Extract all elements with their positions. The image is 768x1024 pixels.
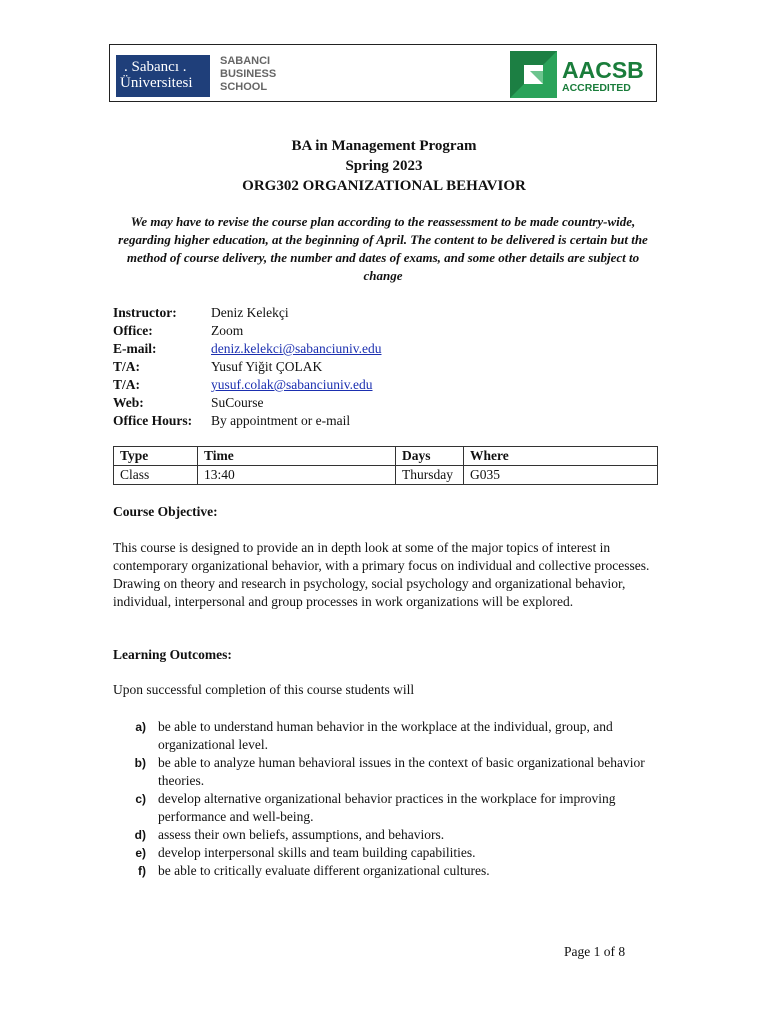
info-row-office-hours — [113, 412, 382, 430]
list-marker: e) — [135, 846, 146, 860]
info-label: Instructor: — [113, 305, 177, 320]
aacsb-mark-icon — [510, 51, 557, 98]
info-label: Office: — [113, 323, 153, 338]
program-title: BA in Management Program — [291, 138, 477, 154]
list-item — [113, 790, 658, 826]
page-number: Page 1 of 8 — [564, 944, 626, 959]
learning-outcomes-heading: Learning Outcomes: — [113, 647, 232, 662]
table-cell: 13:40 — [198, 466, 396, 485]
list-marker: c) — [135, 792, 146, 806]
aacsb-accredited-logo — [510, 51, 652, 98]
table-row — [114, 466, 658, 485]
list-marker: d) — [134, 828, 146, 842]
business-school-logo-text — [220, 55, 300, 94]
info-label: Office Hours: — [113, 413, 193, 428]
aacsb-name: AACSB — [562, 57, 644, 83]
sabanci-university-logo — [116, 55, 210, 97]
school-text-line: SCHOOL — [220, 81, 268, 93]
list-item — [113, 754, 658, 790]
table-header-cell: Days — [396, 447, 464, 466]
table-header-row — [114, 447, 658, 466]
school-text-line: BUSINESS — [220, 68, 277, 80]
aacsb-accredited-label: ACCREDITED — [562, 82, 631, 94]
info-row-web — [113, 394, 382, 412]
instructor-email-link[interactable]: deniz.kelekci@sabanciuniv.edu — [211, 341, 382, 356]
table-header-cell: Type — [114, 447, 198, 466]
list-item — [113, 862, 658, 880]
info-row-instructor — [113, 304, 382, 322]
list-item-text: be able to analyze human behavioral issues in the context of basic organizational behavior theories. — [158, 755, 645, 788]
list-marker: f) — [138, 864, 146, 878]
info-label: E-mail: — [113, 341, 157, 356]
course-title: ORG302 ORGANIZATIONAL BEHAVIOR — [242, 178, 526, 194]
list-item-text: be able to critically evaluate different organizational cultures. — [158, 863, 490, 878]
learning-outcomes-list — [113, 718, 658, 880]
info-label: Web: — [113, 395, 144, 410]
instructor-name: Deniz Kelekçi — [211, 305, 289, 320]
table-header-cell: Where — [464, 447, 658, 466]
list-item — [113, 844, 658, 862]
list-item-text: develop interpersonal skills and team building capabilities. — [158, 845, 476, 860]
university-logo-line1: . Sabancı . — [124, 59, 187, 75]
learning-outcomes-intro: Upon successful completion of this course students will — [113, 682, 415, 697]
list-item — [113, 826, 658, 844]
course-objective-text: This course is designed to provide an in depth look at some of the major topics of interest in contemporary organizational behavior, with a primary focus on individual and collective processes. Drawing on theory and research in psychology, social psychology and organizational behavior, individual, interpersonal and group processes in work organizations will be explored. — [113, 540, 650, 609]
list-item-text: be able to understand human behavior in the workplace at the individual, group, and organizational level. — [158, 719, 613, 752]
class-schedule-table — [113, 446, 658, 485]
header-logos-box — [109, 44, 657, 102]
term-title: Spring 2023 — [345, 158, 423, 174]
info-label: T/A: — [113, 359, 140, 374]
course-title-block — [0, 136, 768, 196]
info-row-office — [113, 322, 382, 340]
table-cell: G035 — [464, 466, 658, 485]
school-text-line: SABANCI — [220, 55, 271, 67]
list-item — [113, 718, 658, 754]
table-header-cell: Time — [198, 447, 396, 466]
info-label: T/A: — [113, 377, 140, 392]
list-item-text: assess their own beliefs, assumptions, and behaviors. — [158, 827, 445, 842]
ta-email-link[interactable]: yusuf.colak@sabanciuniv.edu — [211, 377, 373, 392]
revision-notice: We may have to revise the course plan according to the reassessment to be made country-wide, regarding higher education, at the beginning of April. The content to be delivered is certain but the method of course delivery, the number and dates of exams, and some other details are subject to change — [118, 214, 648, 283]
info-row-email — [113, 340, 382, 358]
list-marker: b) — [134, 756, 146, 770]
table-cell: Thursday — [396, 466, 464, 485]
ta-name: Yusuf Yiğit ÇOLAK — [211, 359, 323, 374]
instructor-info — [113, 304, 382, 430]
info-row-ta — [113, 358, 382, 376]
table-cell: Class — [114, 466, 198, 485]
web-value: SuCourse — [211, 395, 264, 410]
office-hours-value: By appointment or e-mail — [211, 413, 351, 428]
course-objective-heading: Course Objective: — [113, 504, 218, 519]
office-value: Zoom — [211, 323, 244, 338]
list-item-text: develop alternative organizational behavior practices in the workplace for improving performance and well-being. — [158, 791, 616, 824]
info-row-ta-email — [113, 376, 382, 394]
list-marker: a) — [135, 720, 146, 734]
university-logo-line2: Üniversitesi — [120, 75, 193, 91]
